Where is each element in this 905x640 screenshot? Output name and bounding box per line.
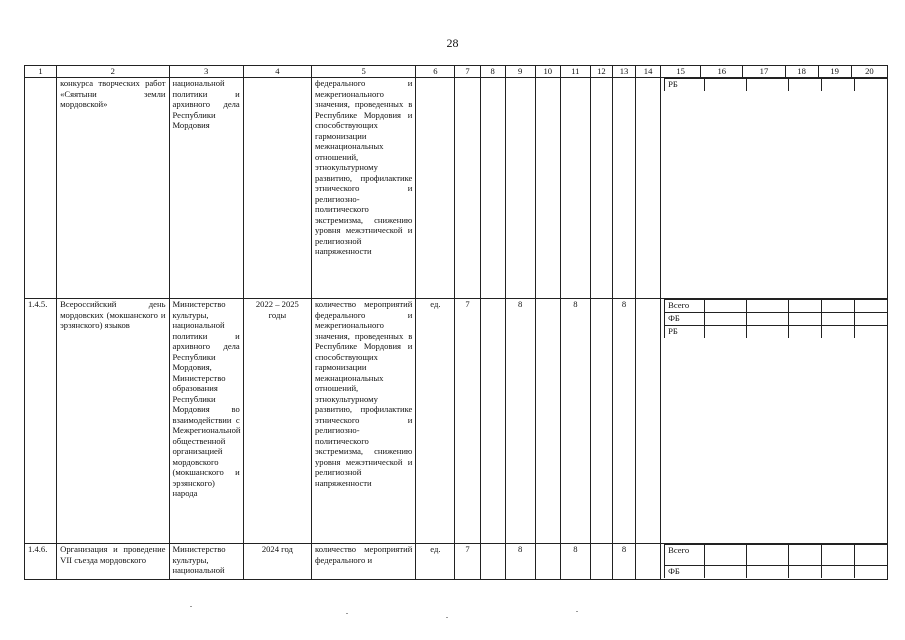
value-col-10 (535, 299, 560, 544)
period (243, 78, 311, 299)
table-row (25, 78, 888, 299)
value-col-11: 8 (560, 544, 590, 580)
column-header: 11 (560, 66, 590, 78)
value-col-7 (455, 78, 480, 299)
column-header: 14 (636, 66, 661, 78)
indicator: федерального и межрегионального значения, проведенных в Республике Мордовия и способствующих гармонизации межнациональных отношений, этнокультурному развитию, профилактике этнического и религиозно-политического экстремизма, снижению уровня межэтнической и религиозной напряженности (311, 78, 415, 299)
page-number: 28 (446, 36, 459, 50)
funding-block (661, 78, 888, 299)
value-col-13 (612, 78, 635, 299)
funding-source: Всего (665, 545, 705, 566)
funding-table (664, 544, 887, 578)
column-header: 3 (169, 66, 243, 78)
value-col-14 (636, 544, 661, 580)
column-header: 19 (818, 66, 851, 78)
period: 2022 – 2025 годы (243, 299, 311, 544)
value-col-13: 8 (612, 544, 635, 580)
column-header: 5 (311, 66, 415, 78)
value-col-10 (535, 78, 560, 299)
value-col-12 (590, 299, 612, 544)
funding-row (665, 545, 888, 566)
column-header: 7 (455, 66, 480, 78)
table-row (25, 544, 888, 580)
funding-source: РБ (665, 326, 705, 339)
value-col-7: 7 (455, 299, 480, 544)
column-header: 1 (25, 66, 57, 78)
value-col-9: 8 (505, 299, 535, 544)
funding-block (661, 299, 888, 544)
funding-block (661, 544, 888, 580)
event-name: Всероссийский день мордовских (мокшанского и эрзянского) языков (57, 299, 169, 544)
plan-table (24, 65, 888, 580)
funding-source: РБ (665, 79, 705, 92)
executor: Министерство культуры, национальной (169, 544, 243, 580)
value-col-8 (480, 78, 505, 299)
funding-source: ФБ (665, 313, 705, 326)
value-col-8 (480, 299, 505, 544)
scan-speck (576, 611, 578, 612)
funding-row (665, 326, 888, 339)
funding-source: Всего (665, 300, 705, 313)
column-header: 8 (480, 66, 505, 78)
indicator: количество мероприятий федерального и (311, 544, 415, 580)
item-number (25, 78, 57, 299)
funding-table (664, 78, 887, 91)
event-name: Организация и проведение VII съезда мордовского (57, 544, 169, 580)
funding-row (665, 79, 888, 92)
column-header: 12 (590, 66, 612, 78)
funding-row (665, 566, 888, 579)
scan-speck (346, 613, 348, 614)
value-col-14 (636, 299, 661, 544)
funding-row (665, 313, 888, 326)
column-header: 16 (701, 66, 743, 78)
column-header: 20 (851, 66, 887, 78)
column-header: 13 (612, 66, 635, 78)
event-name: конкурса творческих работ «Сяятыни земли мордовской» (57, 78, 169, 299)
column-number-row (25, 66, 888, 78)
value-col-10 (535, 544, 560, 580)
scan-speck (190, 606, 192, 607)
column-header: 9 (505, 66, 535, 78)
column-header: 15 (661, 66, 701, 78)
value-col-11: 8 (560, 299, 590, 544)
value-col-12 (590, 78, 612, 299)
funding-table (664, 299, 887, 338)
unit: ед. (416, 544, 455, 580)
item-number: 1.4.5. (25, 299, 57, 544)
scan-speck (446, 617, 448, 618)
funding-source: ФБ (665, 566, 705, 579)
executor: национальной политики и архивного дела Республики Мордовия (169, 78, 243, 299)
executor: Министерство культуры, национальной политики и архивного дела Республики Мордовия, Министерство образования Республики Мордовия во взаимодействии с Межрегиональной общественной организацией мордовского (мокшанского и эрзянского) народа (169, 299, 243, 544)
unit: ед. (416, 299, 455, 544)
value-col-14 (636, 78, 661, 299)
value-col-7: 7 (455, 544, 480, 580)
value-col-13: 8 (612, 299, 635, 544)
indicator: количество мероприятий федерального и межрегионального значения, проведенных в Республике Мордовия и способствующих гармонизации межнациональных отношений, этнокультурному развитию, профилактике этнического и религиозно-политического экстремизма, снижению уровня межэтнической и религиозной напряженности (311, 299, 415, 544)
column-header: 18 (785, 66, 818, 78)
value-col-9 (505, 78, 535, 299)
period: 2024 год (243, 544, 311, 580)
value-col-9: 8 (505, 544, 535, 580)
unit (416, 78, 455, 299)
column-header: 10 (535, 66, 560, 78)
value-col-8 (480, 544, 505, 580)
column-header: 2 (57, 66, 169, 78)
table-row (25, 299, 888, 544)
value-col-11 (560, 78, 590, 299)
item-number: 1.4.6. (25, 544, 57, 580)
column-header: 4 (243, 66, 311, 78)
value-col-12 (590, 544, 612, 580)
column-header: 17 (743, 66, 785, 78)
column-header: 6 (416, 66, 455, 78)
funding-row (665, 300, 888, 313)
